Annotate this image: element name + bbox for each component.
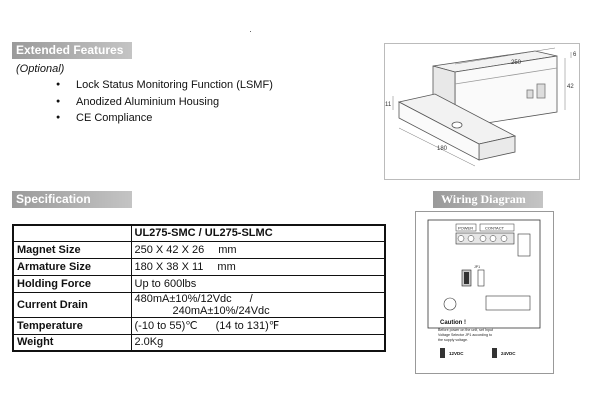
dim-250-label: 250: [511, 60, 522, 66]
table-header-row: [13, 225, 385, 241]
table-row: [13, 317, 385, 334]
feature-item-housing: ● Anodized Aluminium Housing: [56, 95, 273, 112]
row-value: [131, 241, 385, 258]
row-label: Magnet Size: [13, 241, 131, 258]
row-label: Temperature: [13, 317, 131, 334]
dim-180-label: 180: [437, 146, 448, 152]
caution-line-2: Voltage Selector JP1 according to: [438, 333, 492, 337]
temperature-fahrenheit-value: (14 to 131)℉: [215, 320, 280, 332]
row-value: [131, 258, 385, 275]
dim-11-label: 11: [385, 102, 392, 108]
table-row: [13, 258, 385, 275]
temperature-celsius-value: (-10 to 55)℃: [134, 320, 198, 332]
current-24v-value: 240mA±10%/24Vdc: [172, 304, 270, 317]
table-row: [13, 334, 385, 351]
feature-item-ce: ● CE Compliance: [56, 111, 273, 128]
current-12v-value: 480mA±10%/12Vdc: [134, 292, 232, 305]
current-separator: /: [249, 292, 253, 305]
model-header: UL275-SMC / UL275-SLMC: [131, 225, 385, 241]
contact-terminal-label: CONTACT: [485, 225, 505, 231]
specification-table: [12, 224, 386, 352]
feature-item-lsmf: ● Lock Status Monitoring Function (LSMF): [56, 78, 273, 95]
wiring-diagram: [415, 211, 554, 374]
weight-value: 2.0Kg: [131, 334, 385, 351]
magnet-size-unit: mm: [218, 243, 237, 256]
row-label: Armature Size: [13, 258, 131, 275]
caution-line-1: Before power on the unit, set Input: [438, 328, 493, 332]
power-terminal-label: POWER: [458, 225, 474, 231]
header-blank-cell: [13, 225, 131, 241]
armature-size-unit: mm: [217, 260, 236, 273]
row-value: [131, 317, 385, 334]
caution-title: Caution !: [440, 320, 466, 326]
wiring-diagram-heading: Wiring Diagram: [433, 191, 543, 208]
specification-heading: Specification: [12, 191, 132, 208]
24vdc-label: 24VDC: [501, 351, 516, 356]
row-label: Holding Force: [13, 275, 131, 292]
circuit-board-diagram: [416, 212, 555, 375]
row-label: Weight: [13, 334, 131, 351]
row-value: [131, 292, 385, 317]
table-row: [13, 292, 385, 317]
maglock-diagram: [385, 44, 581, 181]
table-row: [13, 241, 385, 258]
extended-features-heading: Extended Features: [12, 42, 132, 59]
dimension-drawing: [384, 43, 580, 180]
optional-note: (Optional): [16, 63, 65, 75]
jumper-label: JP1: [474, 265, 481, 269]
magnet-size-value: 250 X 42 X 26: [134, 243, 205, 256]
12vdc-label: 12VDC: [449, 351, 464, 356]
stray-dot: [250, 31, 251, 32]
dim-42-label: 42: [567, 84, 574, 90]
dim-6-label: 6: [573, 52, 577, 58]
caution-line-3: the supply voltage.: [438, 338, 468, 342]
armature-size-value: 180 X 38 X 11: [134, 260, 204, 273]
table-row: [13, 275, 385, 292]
feature-list: [56, 78, 273, 128]
holding-force-value: Up to 600lbs: [131, 275, 385, 292]
row-label: Current Drain: [13, 292, 131, 317]
